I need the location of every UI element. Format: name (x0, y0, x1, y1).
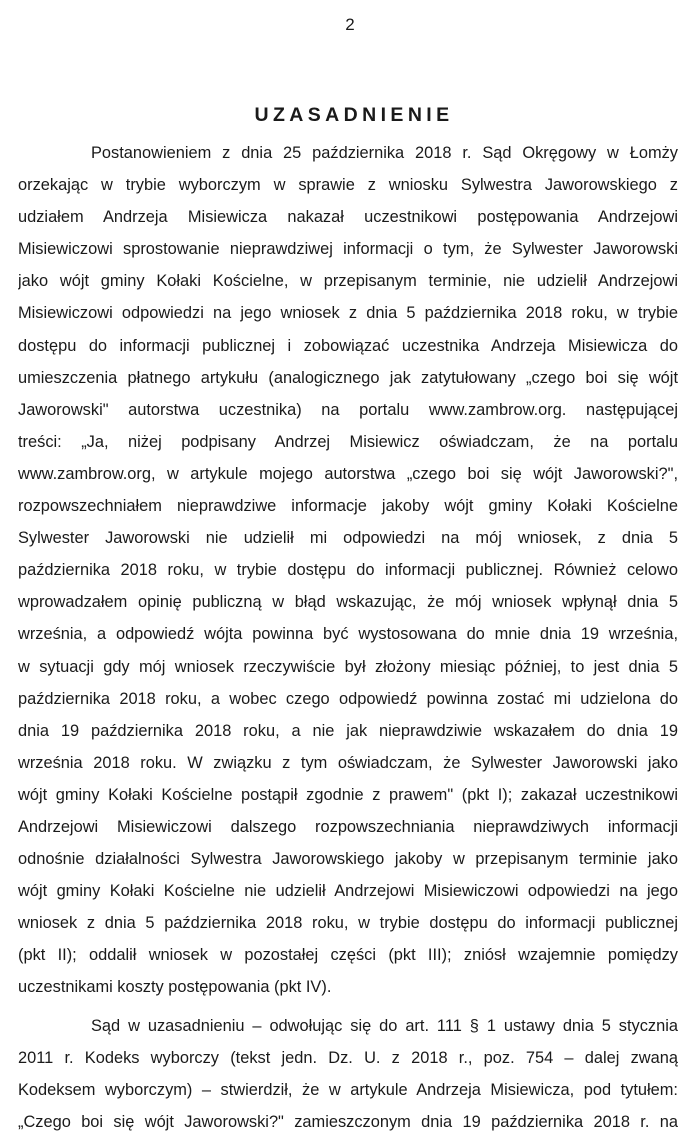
text-line: Sąd w uzasadnieniu – odwołując się do art. 111 § 1 ustawy dnia 5 stycznia (91, 1016, 678, 1035)
text-line: w sytuacji gdy mój wniosek rzeczywiście był złożony miesiąc później, to jest dnia 5 (18, 657, 678, 676)
text-line: września 2018 roku. W związku z tym oświadczam, że Sylwester Jaworowski jako (18, 753, 678, 772)
text-line: odnośnie działalności Sylwestra Jaworowskiego jakoby w przepisanym terminie jako (18, 850, 678, 869)
text-line: października 2018 roku, w trybie dostępu do informacji publicznej. Również celowo (18, 561, 678, 580)
text-line: wniosek z dnia 5 października 2018 roku, w trybie dostępu do informacji publicznej (18, 914, 678, 933)
document-body (18, 137, 678, 1138)
text-line: „Czego boi się wójt Jaworowski?" zamieszczonym dnia 19 października 2018 r. na (18, 1112, 678, 1131)
text-line: września, a odpowiedź wójta powinna być wystosowana do mnie dnia 19 września, (18, 625, 678, 644)
text-line: wójt gminy Kołaki Kościelne nie udzielił Andrzejowi Misiewiczowi odpowiedzi na jego (18, 882, 678, 901)
text-line: października 2018 roku, a wobec czego odpowiedź powinna zostać mi udzielona do (18, 689, 678, 708)
text-line: jako wójt gminy Kołaki Kościelne, w przepisanym terminie, nie udzielił Andrzejowi (18, 272, 678, 291)
text-line: Misiewiczowi odpowiedzi na jego wniosek z dnia 5 października 2018 roku, w trybie (18, 304, 678, 323)
text-line: www.zambrow.org, w artykule mojego autorstwa „czego boi się wójt Jaworowski?", (18, 464, 678, 483)
text-line: treści: „Ja, niżej podpisany Andrzej Misiewicz oświadczam, że na portalu (18, 432, 678, 451)
document-title: UZASADNIENIE (254, 104, 454, 126)
text-line: wójt gminy Kołaki Kościelne postąpił zgodnie z prawem" (pkt I); zakazał uczestnikowi (18, 785, 678, 804)
text-line: uczestnikami koszty postępowania (pkt IV). (18, 978, 332, 997)
text-line: 2011 r. Kodeks wyborczy (tekst jedn. Dz. U. z 2018 r., poz. 754 – dalej zwaną (18, 1048, 678, 1067)
page-number: 2 (345, 15, 355, 34)
text-line: Jaworowski" autorstwa uczestnika) na portalu www.zambrow.org. następującej (18, 400, 678, 419)
text-line: Kodeksem wyborczym) – stwierdził, że w artykule Andrzeja Misiewicza, pod tytułem: (18, 1080, 678, 1099)
text-line: wprowadzałem opinię publiczną w błąd wskazując, że mój wniosek wpłynął dnia 5 (18, 593, 678, 612)
text-line: Sylwester Jaworowski nie udzielił mi odpowiedzi na mój wniosek, z dnia 5 (18, 529, 678, 548)
text-line: dostępu do informacji publicznej i zobowiązać uczestnika Andrzeja Misiewicza do (18, 336, 678, 355)
text-line: (pkt II); oddalił wniosek w pozostałej części (pkt III); zniósł wzajemnie pomiędzy (18, 946, 678, 965)
text-line: Postanowieniem z dnia 25 października 2018 r. Sąd Okręgowy w Łomży (91, 144, 678, 162)
text-line: dnia 19 października 2018 roku, a nie jak nieprawdziwie wskazałem do dnia 19 (18, 721, 678, 740)
text-line: udziałem Andrzeja Misiewicza nakazał uczestnikowi postępowania Andrzejowi (18, 208, 678, 227)
paragraph-1 (18, 137, 678, 1004)
text-line: orzekając w trybie wyborczym w sprawie z wniosku Sylwestra Jaworowskiego z (18, 176, 678, 195)
text-line: Misiewiczowi sprostowanie nieprawdziwej informacji o tym, że Sylwester Jaworowski (18, 240, 678, 259)
paragraph-2 (18, 1010, 678, 1138)
text-line: umieszczenia płatnego artykułu (analogicznego jak zatytułowany „czego boi się wójt (18, 368, 678, 387)
text-line: Andrzejowi Misiewiczowi dalszego rozpowszechniania nieprawdziwych informacji (18, 817, 678, 836)
text-line: rozpowszechniałem nieprawdziwe informacje jakoby wójt gminy Kołaki Kościelne (18, 497, 678, 516)
